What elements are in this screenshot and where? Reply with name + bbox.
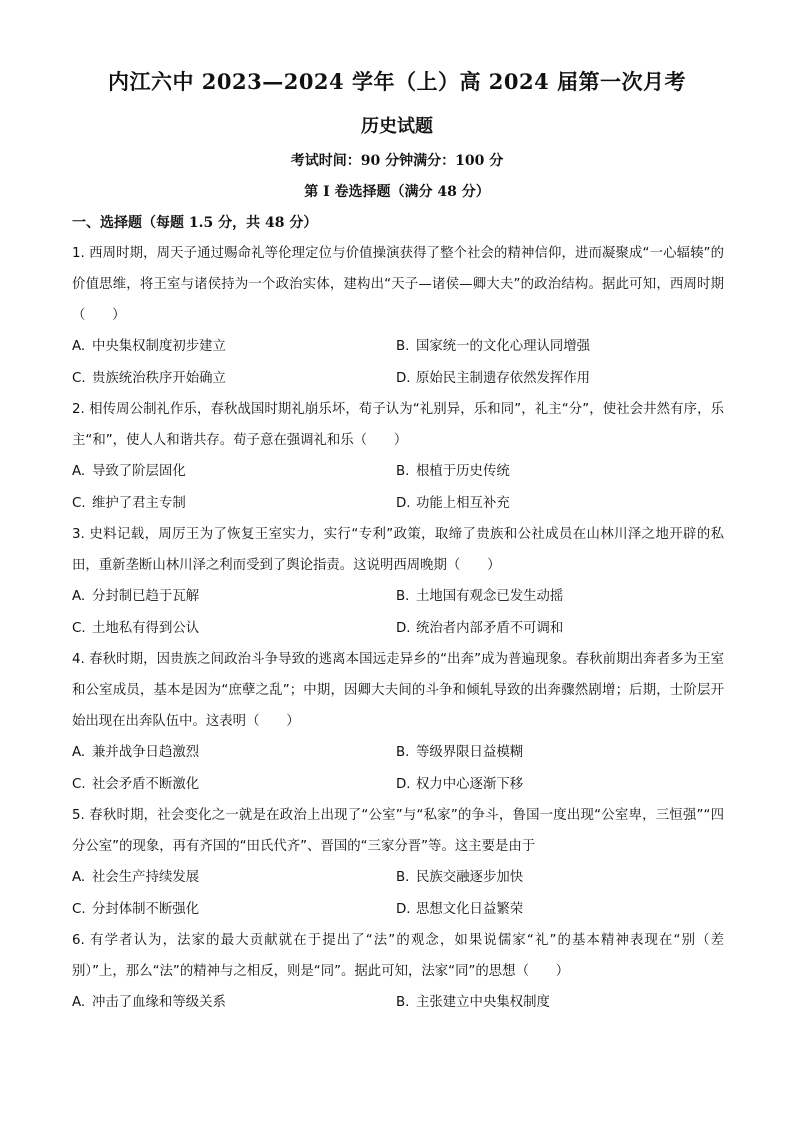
exam-time-info: 考试时间：90 分钟满分：100 分 [290, 153, 504, 169]
question-block [72, 519, 724, 644]
question-stem: 6. 有学者认为，法家的最大贡献就在于提出了“法”的观念，如果说儒家“礼”的基本精神表现在“别（差别）”上，那么“法”的精神与之相反，则是“同”。据此可知，法家“同”的思想（ ） [72, 933, 724, 979]
option-text: 功能上相互补充 [416, 495, 510, 511]
option-letter: A. [72, 339, 86, 354]
answer-option [72, 581, 396, 613]
answer-option [72, 488, 396, 520]
option-text: 思想文化日益繁荣 [416, 901, 524, 917]
answer-option [72, 987, 396, 1019]
option-text: 分封制已趋于瓦解 [92, 589, 200, 604]
option-list [72, 581, 724, 644]
section-heading: 一、选择题（每题 1.5 分，共 48 分） [72, 215, 318, 231]
question-stem: 5. 春秋时期，社会变化之一就是在政治上出现了“公室”与“私家”的争斗，鲁国一度出现“公室卑，三恒强”“四分公室”的现象，再有齐国的“田氏代齐”、晋国的“三家分晋”等。这主要是由于 [72, 808, 724, 854]
option-list [72, 331, 724, 394]
option-letter: A. [72, 745, 86, 760]
exam-subtitle: 历史试题 [361, 116, 433, 137]
option-letter: C. [72, 370, 86, 386]
option-letter: B. [396, 464, 410, 479]
option-text: 原始民主制遗存依然发挥作用 [416, 370, 591, 386]
option-text: 等级界限日益模糊 [416, 745, 524, 760]
option-text: 冲击了血缘和等级关系 [92, 995, 226, 1010]
exam-title: 内江六中 2023—2024 学年（上）高 2024 届第一次月考 [107, 69, 687, 94]
answer-option [72, 613, 396, 645]
option-letter: A. [72, 589, 86, 604]
option-text: 权力中心逐渐下移 [416, 776, 524, 792]
option-text: 贵族统治秩序开始确立 [92, 370, 226, 386]
answer-option [396, 894, 720, 926]
option-text: 中央集权制度初步建立 [92, 339, 226, 354]
answer-option [396, 488, 720, 520]
answer-option [396, 363, 720, 395]
option-text: 主张建立中央集权制度 [416, 995, 550, 1010]
option-text: 导致了阶层固化 [92, 464, 186, 479]
option-letter: B. [396, 870, 410, 885]
option-letter: C. [72, 901, 86, 917]
answer-option [72, 456, 396, 488]
option-letter: D. [396, 901, 411, 917]
option-letter: B. [396, 339, 410, 354]
option-letter: B. [396, 995, 410, 1010]
part-heading: 第 I 卷选择题（满分 48 分） [304, 184, 490, 200]
option-text: 分封体制不断强化 [92, 901, 200, 917]
answer-option [396, 737, 720, 769]
answer-option [72, 862, 396, 894]
option-list [72, 456, 724, 519]
option-letter: D. [396, 495, 411, 511]
answer-option [72, 363, 396, 395]
answer-option [396, 769, 720, 801]
option-letter: B. [396, 589, 410, 604]
option-list [72, 987, 724, 1019]
question-stem: 3. 史料记载，周厉王为了恢复王室实力，实行“专利”政策，取缔了贵族和公社成员在山林川泽之地开辟的私田，重新垄断山林川泽之利而受到了舆论指责。这说明西周晚期（ ） [72, 527, 724, 573]
question-stem: 4. 春秋时期，因贵族之间政治斗争导致的逃离本国远走异乡的“出奔”成为普遍现象。春秋前期出奔者多为王室和公室成员，基本是因为“庶孽之乱”；中期，因卿大夫间的斗争和倾轧导致的出奔骤然剧增；后期，士阶层开始出现在出奔队伍中。这表明（ ） [72, 652, 724, 729]
option-text: 兼并战争日趋激烈 [92, 745, 200, 760]
option-letter: A. [72, 464, 86, 479]
answer-option [396, 581, 720, 613]
option-letter: A. [72, 995, 86, 1010]
option-text: 根植于历史传统 [416, 464, 510, 479]
question-block [72, 644, 724, 800]
option-letter: C. [72, 620, 86, 636]
option-letter: D. [396, 370, 411, 386]
option-letter: A. [72, 870, 86, 885]
option-letter: C. [72, 495, 86, 511]
answer-option [396, 613, 720, 645]
option-text: 统治者内部矛盾不可调和 [416, 620, 564, 636]
option-text: 国家统一的文化心理认同增强 [416, 339, 591, 354]
question-block [72, 238, 724, 394]
option-letter: B. [396, 745, 410, 760]
option-text: 土地国有观念已发生动摇 [416, 589, 564, 604]
answer-option [396, 987, 720, 1019]
option-text: 社会矛盾不断激化 [92, 776, 200, 792]
answer-option [396, 331, 720, 363]
option-letter: D. [396, 776, 411, 792]
option-text: 民族交融逐步加快 [416, 870, 524, 885]
answer-option [72, 769, 396, 801]
question-stem: 2. 相传周公制礼作乐，春秋战国时期礼崩乐坏，荀子认为“礼别异，乐和同”，礼主“分”，使社会井然有序，乐主“和”，使人人和谐共存。荀子意在强调礼和乐（ ） [72, 402, 724, 448]
answer-option [72, 894, 396, 926]
question-stem: 1. 西周时期，周天子通过赐命礼等伦理定位与价值操演获得了整个社会的精神信仰，进而凝聚成“一心辐辏”的价值思维，将王室与诸侯持为一个政治实体，建构出“天子—诸侯—卿大夫”的政治结构。据此可知，西周时期（ ） [72, 246, 724, 323]
option-text: 维护了君主专制 [92, 495, 186, 511]
question-block [72, 925, 724, 1019]
question-block [72, 394, 724, 519]
answer-option [72, 737, 396, 769]
option-list [72, 862, 724, 925]
option-letter: D. [396, 620, 411, 636]
question-list [72, 238, 724, 1019]
option-text: 土地私有得到公认 [92, 620, 200, 636]
option-text: 社会生产持续发展 [92, 870, 200, 885]
question-block [72, 800, 724, 925]
option-letter: C. [72, 776, 86, 792]
answer-option [396, 862, 720, 894]
option-list [72, 737, 724, 800]
answer-option [396, 456, 720, 488]
answer-option [72, 331, 396, 363]
